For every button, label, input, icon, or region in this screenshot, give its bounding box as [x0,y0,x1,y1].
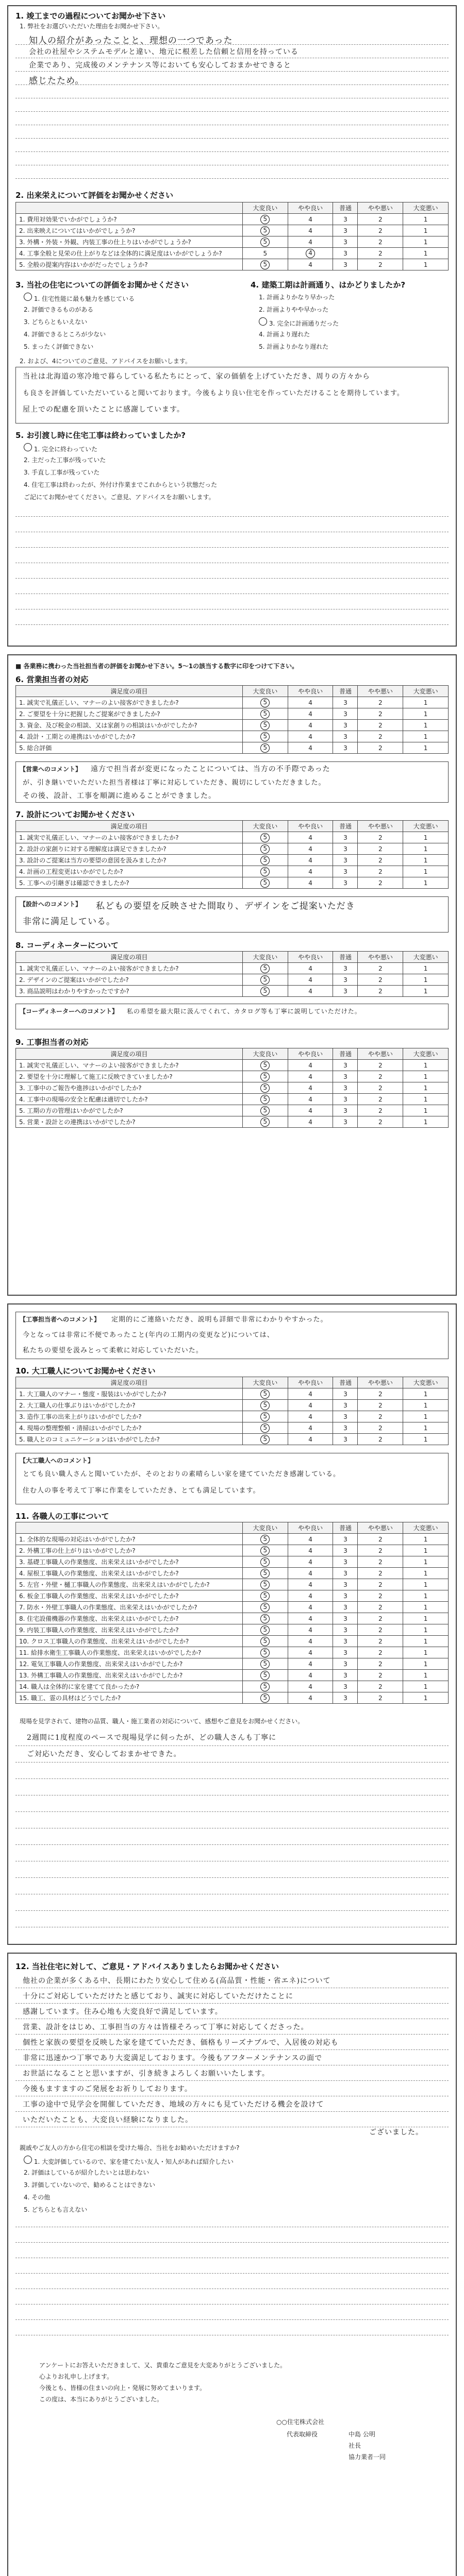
handwritten-answer-line: 営業、設計をはじめ、工事担当の方々は皆様そろって丁寧に対応してくださった。 [23,2023,309,2031]
rating-table-7: 満足度の項目 大変良い やや良い 普通 やや悪い 大変悪い 1. 誠実で礼儀正しい、マナーのよい接客ができましたか? 5 4 3 2 1 2. 設計の家創りに対する理解度は満足できましたか? 5 4 3 2 1 3. 設計のご提案は当方の要望の意図を汲みましたか? 5 4 3 2 1 4. 計画の工程変更はいかがでしたか? 5 4 3 2 1 5. 工事への引継ぎは確認できましたか? 5 4 3 2 1 [15,820,449,889]
rating-table-10: 満足度の項目 大変良い やや良い 普通 やや悪い 大変悪い 1. 大工職人のマナー・態度・服装はいかがでしたか? 5 4 3 2 1 2. 大工職人の仕事ぶりはいかがでしたか? 5 4 3 2 1 3. 造作工事の出来上がりはいかがでしたか? 5 4 3 2 1 4. 現場の整理整頓・清掃はいかがでしたか? 5 4 3 2 1 5. 職人とのコミュニケーションはいかがでしたか? 5 4 3 2 1 [15,1377,449,1445]
handwritten-signoff: ございました。 [369,2128,423,2137]
closing-line: 今後とも、皆様の住まいの向上・発展に努めてまいります。 [39,2384,206,2392]
handwritten-answer-line: ご対応いただき、安心しておまかせできた。 [27,1750,181,1758]
table-row: 3. 工事中のご報告や進捗はいかがでしたか? 5 4 3 2 1 [16,1082,449,1094]
survey-page-2 [7,654,457,1296]
option-5-4: 4. 住宅工事は終わったが、外付け作業までこれからという状態だった [24,481,218,488]
handwritten-answer-line: 非常に満足している。 [23,917,115,927]
rating-table-9: 満足度の項目 大変良い やや良い 普通 やや悪い 大変悪い 1. 誠実で礼儀正しい、マナーのよい接客ができましたか? 5 4 3 2 1 2. 要望を十分に理解して施工に反映できていましたか? 5 4 3 2 1 3. 工事中のご報告や進捗はいかがでしたか? 5 4 3 2 1 4. 工事中の現場の安全と配慮は適切でしたか? 5 4 3 2 1 5. 工期の方の管理はいかがでしたか? 5 4 3 2 1 5. 営業・設計との連携はいかがでしたか? 5 4 3 2 1 [15,1048,449,1128]
table-row: 1. 誠実で礼儀正しい、マナーのよい接客ができましたか? 5 4 3 2 1 [16,832,449,843]
table-row: 2. 外構工事の仕上がりはいかがでしたか? 5 4 3 2 1 [16,1545,449,1556]
comment-label-7: 【設計へのコメント】 [20,901,82,908]
rating-table-8: 満足度の項目 大変良い やや良い 普通 やや悪い 大変悪い 1. 誠実で礼儀正しい、マナーのよい接客ができましたか? 5 4 3 2 1 2. デザインのご提案はいかがでしたか? 5 4 3 2 1 3. 商品説明はわかりやすかったですか? 5 4 3 2 1 [15,951,449,997]
table-row: 3. 基礎工事職人の作業態度、出来栄えはいかがでしたか? 5 4 3 2 1 [16,1556,449,1568]
section-6-title: 6. 営業担当者の対応 [15,675,89,684]
table-row: 5. 左官・外壁・樋工事職人の作業態度、出来栄えはいかがでしたか? 5 4 3 2 1 [16,1579,449,1590]
option-3-4: 4. 評価できるところが少ない [24,331,106,338]
option-5-3: 3. 手直し工事が残っていた [24,469,100,476]
handwritten-answer-line: 感謝しています。住み心地も大変良好で満足しています。 [23,2008,223,2016]
recommend-option-5: 5. どちらとも言えない [24,2206,88,2213]
option-4-2: 2. 計画よりやや早かった [259,306,329,313]
option-3-1: 1. 住宅性能に最も魅力を感じている [24,293,135,303]
table-row: 1. 誠実で礼儀正しい、マナーのよい接客ができましたか? 5 4 3 2 1 [16,1060,449,1071]
handwritten-answer-line: 工事の途中で見学会を開催していただき、地域の方々にも見ていただける機会を設けて [23,2100,324,2109]
section-12-title: 12. 当社住宅に対して、ご意見・アドバイスありましたらお聞かせください [15,1962,279,1971]
table-row: 1. 全体的な現場の対応はいかがでしたか? 5 4 3 2 1 [16,1534,449,1545]
table-row: 2. ご要望を十分に把握したご提案ができましたか? 5 4 3 2 1 [16,708,449,720]
section-5-title: 5. お引渡し時に住宅工事は終わっていましたか? [15,431,186,440]
table-row: 2. デザインのご提案はいかがでしたか? 5 4 3 2 1 [16,974,449,986]
table-row: 15. 職工、霊の具材はどうでしたか? 5 4 3 2 1 [16,1692,449,1704]
table-row: 7. 防水・外壁工事職人の作業態度、出来栄えはいかがでしたか? 5 4 3 2 1 [16,1602,449,1613]
section-11-note: 現場を見学されて、建物の品質、職人・施工業者の対応について、感想やご意見をお聞かせください。 [20,1718,304,1725]
handwritten-answer-line: 私どもの要望を反映させた間取り、デザインをご提案いただき [96,901,355,911]
section-1-title: 1. 竣工までの過程についてお聞かせ下さい [15,11,166,21]
closing-line: この度は、本当にありがとうございました。 [39,2396,163,2403]
table-row: 3. 資金、及び税金の相談、又は家創りの相談はいかがでしたか? 5 4 3 2 1 [16,720,449,731]
option-5-2: 2. 主だった工事が残っていた [24,456,106,464]
table-row: 8. 住宅設備機器の作業態度、出来栄えはいかがでしたか? 5 4 3 2 1 [16,1613,449,1624]
table-row: 4. 工事全般と見栄の仕上がりなどは全体的に満足度はいかがでしょうか? 5 4 3 2 1 [16,248,449,259]
rating-table-11: 大変良い やや良い 普通 やや悪い 大変悪い 1. 全体的な現場の対応はいかがでしたか? 5 4 3 2 1 2. 外構工事の仕上がりはいかがでしたか? 5 4 3 2 1 3. 基礎工事職人の作業態度、出来栄えはいかがでしたか? 5 4 3 2 1 4. 屋根工事職人の作業態度、出来栄えはいかがでしたか? 5 4 3 2 1 5. 左官・外壁・樋工事職人の作業態度、出来栄えはいかがでしたか? 5 4 3 2 1 6. 板金工事職人の作業態度、出来栄えはいかがでしたか? 5 4 3 2 1 7. 防水・外壁工事職人の作業態度、出来栄えはいかがでしたか? 5 4 3 2 1 8. 住宅設備機器の作業態度、出来栄えはいかがでしたか? 5 4 3 2 1 9. 内装工事職人の作業態度、出来栄えはいかがでしたか? 5 4 3 2 1 10. クロス工事職人の作業態度、出来栄えはいかがでしたか? 5 4 3 2 1 11. 給排水衛生工事職人の作業態度、出来栄えはいかがでしたか? 5 4 3 2 1 12. 電気工事職人の作業態度、出来栄えはいかがでしたか? 5 4 3 2 1 13. 外構工事職人の作業態度、出来栄えはいかがでしたか? 5 4 3 2 1 14. 職人は全体的に家を建てて良かったか? 5 4 3 2 1 15. 職工、霊の具材はどうでしたか? 5 4 3 2 1 [15,1522,449,1704]
table-row: 4. 計画の工程変更はいかがでしたか? 5 4 3 2 1 [16,866,449,877]
recommend-option-3: 3. 評価していないので、勧めることはできない [24,2181,156,2189]
handwritten-answer-line: 他社の企業が多くある中、長期にわたり安心して住める(高品質・性能・省エネ)について [23,1977,331,1985]
handwritten-answer-line: 企業であり、完成後のメンテナンス等においても安心しておまかせできると [29,61,291,70]
rating-table-2: 大変良い やや良い 普通 やや悪い 大変悪い 1. 費用対効果でいかがでしょうか? 5 4 3 2 1 2. 出来映えについてはいかがでしょうか? 5 4 3 2 1 3. 外構・外装・外観、内装工事の仕上りはいかがでしょうか? 5 4 3 2 1 4. 工事全般と見栄の仕上がりなどは全体的に満足度はいかがでしょうか? 5 4 3 2 1 5. 全般の提案内容はいかがだったでしょうか? 5 4 3 2 1 [15,202,449,270]
option-4-4: 4. 計画より遅れた [259,331,310,338]
table-row: 6. 板金工事職人の作業態度、出来栄えはいかがでしたか? 5 4 3 2 1 [16,1590,449,1602]
option-4-3: 3. 完全に計画通りだった [259,317,339,328]
handwritten-answer-line: 十分にご対応していただけたと感じており、誠実に対応していただけたことに [23,1992,293,2001]
recommend-option-4: 4. その他 [24,2194,51,2201]
table-row: 4. 設計・工期との連携はいかがでしたか? 5 4 3 2 1 [16,731,449,742]
handwritten-answer-line: 会社の社屋やシステムモデルと違い、地元に根差した信頼と信用を持っている [29,48,299,56]
handwritten-answer-line: 定期的にご連絡いただき、説明も詳細で非常にわかりやすかった。 [111,1316,328,1324]
table-row: 11. 給排水衛生工事職人の作業態度、出来栄えはいかがでしたか? 5 4 3 2 1 [16,1647,449,1658]
table-row: 2. 大工職人の仕事ぶりはいかがでしたか? 5 4 3 2 1 [16,1400,449,1411]
table-row: 3. 設計のご提案は当方の要望の意図を汲みましたか? 5 4 3 2 1 [16,855,449,866]
section-3-title: 3. 当社の住宅についての評価をお聞かせください [15,280,189,290]
table-row: 5. 工事への引継ぎは確認できましたか? 5 4 3 2 1 [16,877,449,889]
handwritten-answer-line: 非常に迅速かつ丁寧であり大変満足しております。今後もアフターメンテナンスの面で [23,2054,323,2062]
table-row: 5. 全般の提案内容はいかがだったでしょうか? 5 4 3 2 1 [16,259,449,270]
comment-label-10: 【大工職人へのコメント】 [20,1457,94,1464]
option-3-2: 2. 評価できるものがある [24,306,94,313]
comment-label-9: 【工事担当者へのコメント】 [20,1316,101,1323]
handwritten-answer-line: 個性と家族の要望を反映した家を建てていただき、価格もリーズナブルで、入居後の対応も [23,2039,339,2047]
table-row: 1. 費用対効果でいかがでしょうか? 5 4 3 2 1 [16,214,449,225]
handwritten-answer-line: 知人の紹介があったことと、理想の一つであった [29,36,233,46]
survey-page-4 [7,1953,457,2576]
handwritten-answer-line: 感じたため。 [29,76,85,86]
table-row: 4. 屋根工事職人の作業態度、出来栄えはいかがでしたか? 5 4 3 2 1 [16,1568,449,1579]
comment-label-8: 【コーディネーターへのコメント】 [20,1008,119,1015]
closing-line: 心よりお礼申し上げます。 [39,2373,113,2380]
handwritten-answer-line: 当社は北海道の寒冷地で暮らしている私たちにとって、家の価値を上げていただき、周りの方々から [23,372,370,381]
option-5-1: 1. 完全に終わっていた [24,443,97,453]
signatory-name: 中島 公明 [349,2431,375,2438]
table-row: 2. 設計の家創りに対する理解度は満足できましたか? 5 4 3 2 1 [16,843,449,855]
survey-page-1 [7,5,457,647]
table-row: 5. 総合評価 5 4 3 2 1 [16,742,449,754]
signatory-title: 社長 [349,2442,361,2449]
table-row: 10. クロス工事職人の作業態度、出来栄えはいかがでしたか? 5 4 3 2 1 [16,1636,449,1647]
table-row: 5. 営業・設計との連携はいかがでしたか? 5 4 3 2 1 [16,1116,449,1128]
section-intro: ■ 各業務に携わった当社担当者の評価をお聞かせ下さい。5～1の該当する数字に印をつけて下さい。 [15,663,299,670]
handwritten-answer-line: 私たちの要望を汲みとって柔軟に対応していただいた。 [23,1347,203,1354]
recommend-option-1: 1. 大変評価しているので、家を建てたい友人・知人があれば紹介したい [24,2156,234,2166]
handwritten-answer-line: が、引き継いでいただいた担当者様は丁寧に対応していただき、親切にしていただきました。 [23,779,326,787]
table-row: 5. 職人とのコミュニケーションはいかがでしたか? 5 4 3 2 1 [16,1434,449,1445]
table-row: 14. 職人は全体的に家を建てて良かったか? 5 4 3 2 1 [16,1681,449,1692]
comment-label-6: 【営業へのコメント】 [20,766,82,773]
table-row: 13. 外構工事職人の作業態度、出来栄えはいかがでしたか? 5 4 3 2 1 [16,1670,449,1681]
handwritten-answer-line: 今後もますますのご発展をお祈りしております。 [23,2085,192,2093]
handwritten-answer-line: 屋上での配慮を頂いたことに感謝しています。 [23,405,185,414]
section-11-title: 11. 各職人の工事について [15,1512,109,1521]
closing-line: アンケートにお答えいただきまして、又、貴重なご意見を大変ありがとうございました。 [39,2362,287,2369]
table-row: 1. 大工職人のマナー・態度・服装はいかがでしたか? 5 4 3 2 1 [16,1388,449,1400]
handwritten-answer-line: とても良い職人さんと聞いていたが、そのとおりの素晴らしい家を建てていただき感謝している。 [23,1470,341,1478]
option-3-3: 3. どちらともいえない [24,318,88,326]
handwritten-answer-line: 住む人の事を考えて丁寧に作業をしていただき、とても満足しています。 [23,1487,260,1495]
table-row: 2. 要望を十分に理解して施工に反映できていましたか? 5 4 3 2 1 [16,1071,449,1082]
rating-table-6: 満足度の項目 大変良い やや良い 普通 やや悪い 大変悪い 1. 誠実で礼儀正しい、マナーのよい接客ができましたか? 5 4 3 2 1 2. ご要望を十分に把握したご提案ができましたか? 5 4 3 2 1 3. 資金、及び税金の相談、又は家創りの相談はいかがでしたか? 5 4 3 2 1 4. 設計・工期との連携はいかがでしたか? 5 4 3 2 1 5. 総合評価 5 4 3 2 1 [15,685,449,754]
section-8-title: 8. コーディネーターについて [15,941,119,950]
handwritten-answer-line: いただいたことも、大変良い経験になりました。 [23,2116,193,2124]
section-3-note: 2. および、4についてのご意見、アドバイスをお願いします。 [20,358,191,365]
option-4-1: 1. 計画よりかなり早かった [259,294,335,301]
table-row: 4. 工事中の現場の安全と配慮は適切でしたか? 5 4 3 2 1 [16,1094,449,1105]
table-row: 12. 電気工事職人の作業態度、出来栄えはいかがでしたか? 5 4 3 2 1 [16,1658,449,1670]
table-row: 4. 現場の整理整頓・清掃はいかがでしたか? 5 4 3 2 1 [16,1422,449,1434]
handwritten-answer-line: 今となっては非常に不便であったこと(年内の工期内の変更など)については、 [23,1331,274,1339]
table-row: 9. 内装工事職人の作業態度、出来栄えはいかがでしたか? 5 4 3 2 1 [16,1624,449,1636]
section-4-title: 4. 建築工期は計画通り、はかどりましたか? [251,280,406,290]
handwritten-answer-line: 2週間に1度程度のペースで現場見学に伺ったが、どの職人さんも丁寧に [27,1734,277,1742]
section-2-title: 2. 出来栄えについて評価をお聞かせください [15,191,174,200]
question-1-1: 1. 弊社をお選びいただいた理由をお聞かせ下さい。 [20,23,164,30]
section-7-title: 7. 設計についてお聞かせください [15,810,135,819]
section-9-title: 9. 工事担当者の対応 [15,1038,89,1047]
option-5-5: ご記にてお聞かせてください。ご意見、アドバイスをお願いします。 [24,494,215,501]
option-4-5: 5. 計画よりかなり遅れた [259,343,329,350]
table-row: 3. 商品説明はわかりやすかったですか? 5 4 3 2 1 [16,986,449,997]
signatory-title: 代表取締役 [287,2431,318,2438]
table-row: 1. 誠実で礼儀正しい、マナーのよい接客ができましたか? 5 4 3 2 1 [16,963,449,974]
recommend-question: 親戚やご友人の方から住宅の相談を受けた場合、当社をお勧めいただけますか? [20,2144,240,2151]
signatory-title: 協力業者一同 [349,2453,386,2461]
section-10-title: 10. 大工職人についてお聞かせください [15,1366,156,1376]
table-row: 2. 出来映えについてはいかがでしょうか? 5 4 3 2 1 [16,225,449,236]
handwritten-answer-line: も良さを評価していただいていると聞いております。今後もより良い住宅を作っていただけることを期待しています。 [23,389,404,397]
company-name: ○○住宅株式会社 [276,2418,324,2426]
table-row: 5. 工期の方の管理はいかがでしたか? 5 4 3 2 1 [16,1105,449,1116]
table-row: 1. 誠実で礼儀正しい、マナーのよい接客ができましたか? 5 4 3 2 1 [16,697,449,708]
table-row: 3. 外構・外装・外観、内装工事の仕上りはいかがでしょうか? 5 4 3 2 1 [16,236,449,248]
survey-page-3 [7,1303,457,1945]
handwritten-answer-line: 私の希望を最大限に汲んでくれて、カタログ等も丁寧に説明していただけた。 [127,1008,361,1015]
recommend-option-2: 2. 評価はしているが紹介したいとは思わない [24,2169,150,2176]
table-row: 3. 造作工事の出来上がりはいかがでしたか? 5 4 3 2 1 [16,1411,449,1422]
option-3-5: 5. まったく評価できない [24,343,94,350]
handwritten-answer-line: その後、設計、工事を順調に進めることができました。 [23,792,216,800]
handwritten-answer-line: 遠方で担当者が変更になったことについては、当方の不手際であった [91,765,330,773]
handwritten-answer-line: お世話になることと思いますが、引き続きよろしくお願いいたします。 [23,2070,270,2078]
